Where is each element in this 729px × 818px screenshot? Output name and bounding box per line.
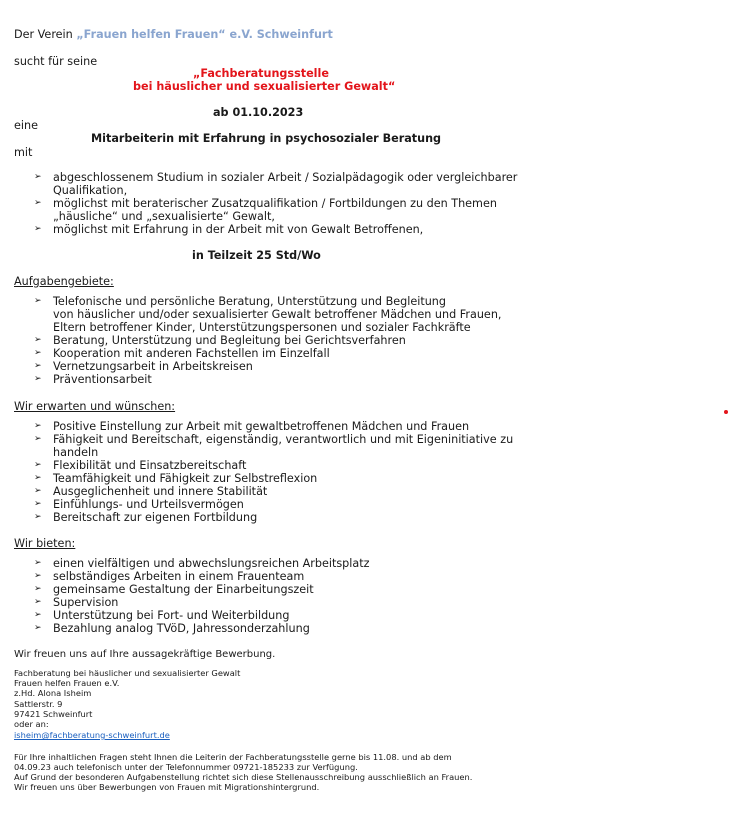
start-date: ab 01.10.2023 [213,106,304,119]
list-item: ➢ Bezahlung analog TVöD, Jahressonderzahlung [34,622,310,635]
title-line-2: bei häuslicher und sexualisierter Gewalt“ [133,80,396,93]
red-dot-mark [724,410,728,414]
arrow-bullet-icon: ➢ [34,335,42,345]
list-item: ➢ Einfühlungs- und Urteilsvermögen [34,498,244,511]
arrow-bullet-icon: ➢ [34,296,42,306]
contact-line: Sattlerstr. 9 [14,699,63,709]
arrow-bullet-icon: ➢ [34,224,42,234]
expect-list [0,420,513,524]
list-item: ➢ Ausgeglichenheit und innere Stabilität [34,485,268,498]
arrow-bullet-icon: ➢ [34,374,42,384]
list-item: ➢ Bereitschaft zur eigenen Fortbildung [34,511,258,524]
arrow-bullet-icon: ➢ [34,473,42,483]
list-item: ➢ gemeinsame Gestaltung der Einarbeitungszeit [34,583,314,596]
list-item: ➢ einen vielfältigen und abwechslungsreichen Arbeitsplatz [34,557,370,570]
contact-line: oder an: [14,719,49,729]
intro-sucht: sucht für seine [14,55,98,68]
list-item: ➢ Unterstützung bei Fort- und Weiterbildung [34,609,290,622]
tasks-list [0,295,501,386]
offer-heading: Wir bieten: [14,537,76,550]
tasks-heading: Aufgabengebiete: [14,275,114,288]
requirements-list [0,171,517,236]
footer-line: Für Ihre inhaltlichen Fragen steht Ihnen die Leiterin der Fachberatungsstelle gerne bis 11.08. und ab dem [14,752,452,762]
list-item: ➢ Teamfähigkeit und Fähigkeit zur Selbstreflexion [34,472,318,485]
arrow-bullet-icon: ➢ [34,421,42,431]
list-item: ➢ selbständiges Arbeiten in einem Frauenteam [34,570,305,583]
arrow-bullet-icon: ➢ [34,623,42,633]
list-item: handeln [53,446,99,459]
list-item: ➢ abgeschlossenem Studium in sozialer Arbeit / Sozialpädagogik oder vergleichbarer [34,171,518,184]
list-item: ➢ Vernetzungsarbeit in Arbeitskreisen [34,360,253,373]
contact-line: Fachberatung bei häuslicher und sexualisierter Gewalt [14,668,241,678]
list-item: Qualifikation, [53,184,128,197]
intro-line [14,28,333,41]
footer-line: 04.09.23 auch telefonisch unter der Telefonnummer 09721-185233 zur Verfügung. [14,762,358,772]
arrow-bullet-icon: ➢ [34,434,42,444]
intro-mit: mit [14,146,33,159]
intro-eine: eine [14,119,38,132]
contact-email-link[interactable]: isheim@fachberatung-schweinfurt.de [14,730,170,740]
arrow-bullet-icon: ➢ [34,361,42,371]
list-item: Eltern betroffener Kinder, Unterstützungspersonen und sozialer Fachkräfte [53,321,471,334]
list-item: ➢ Präventionsarbeit [34,373,152,386]
intro-prefix: Der Verein [14,28,77,41]
arrow-bullet-icon: ➢ [34,558,42,568]
hours: in Teilzeit 25 Std/Wo [192,249,321,262]
contact-line: Frauen helfen Frauen e.V. [14,678,120,688]
arrow-bullet-icon: ➢ [34,499,42,509]
arrow-bullet-icon: ➢ [34,486,42,496]
list-item: ➢ Kooperation mit anderen Fachstellen im Einzelfall [34,347,330,360]
list-item: „häusliche“ und „sexualisierte“ Gewalt, [53,210,275,223]
arrow-bullet-icon: ➢ [34,597,42,607]
org-name: „Frauen helfen Frauen“ e.V. Schweinfurt [76,28,333,41]
list-item: ➢ möglichst mit Erfahrung in der Arbeit mit von Gewalt Betroffenen, [34,223,424,236]
title-line-1: „Fachberatungsstelle [193,67,329,80]
arrow-bullet-icon: ➢ [34,172,42,182]
arrow-bullet-icon: ➢ [34,460,42,470]
list-item: ➢ Positive Einstellung zur Arbeit mit gewaltbetroffenen Mädchen und Frauen [34,420,470,433]
arrow-bullet-icon: ➢ [34,610,42,620]
list-item: ➢ möglichst mit beraterischer Zusatzqualifikation / Fortbildungen zu den Themen [34,197,497,210]
arrow-bullet-icon: ➢ [34,571,42,581]
list-item: von häuslicher und/oder sexualisierter Gewalt betroffener Mädchen und Frauen, [53,308,502,321]
arrow-bullet-icon: ➢ [34,198,42,208]
expect-heading: Wir erwarten und wünschen: [14,400,176,413]
list-item: ➢ Fähigkeit und Bereitschaft, eigenständig, verantwortlich und mit Eigeninitiative zu [34,433,514,446]
contact-line: 97421 Schweinfurt [14,709,93,719]
list-item: ➢ Flexibilität und Einsatzbereitschaft [34,459,247,472]
arrow-bullet-icon: ➢ [34,348,42,358]
offer-list [0,557,369,635]
list-item: ➢ Supervision [34,596,119,609]
arrow-bullet-icon: ➢ [34,584,42,594]
list-item: ➢ Telefonische und persönliche Beratung, Unterstützung und Begleitung [34,295,446,308]
position-title: Mitarbeiterin mit Erfahrung in psychosozialer Beratung [91,132,442,145]
list-item: ➢ Beratung, Unterstützung und Begleitung bei Gerichtsverfahren [34,334,406,347]
contact-line: z.Hd. Alona Isheim [14,688,92,698]
footer-line: Wir freuen uns über Bewerbungen von Frauen mit Migrationshintergrund. [14,782,320,792]
arrow-bullet-icon: ➢ [34,512,42,522]
footer-line: Auf Grund der besonderen Aufgabenstellung richtet sich diese Stellenausschreibung ausschließlich an Frauen. [14,772,473,782]
closing-text: Wir freuen uns auf Ihre aussagekräftige Bewerbung. [14,649,276,660]
